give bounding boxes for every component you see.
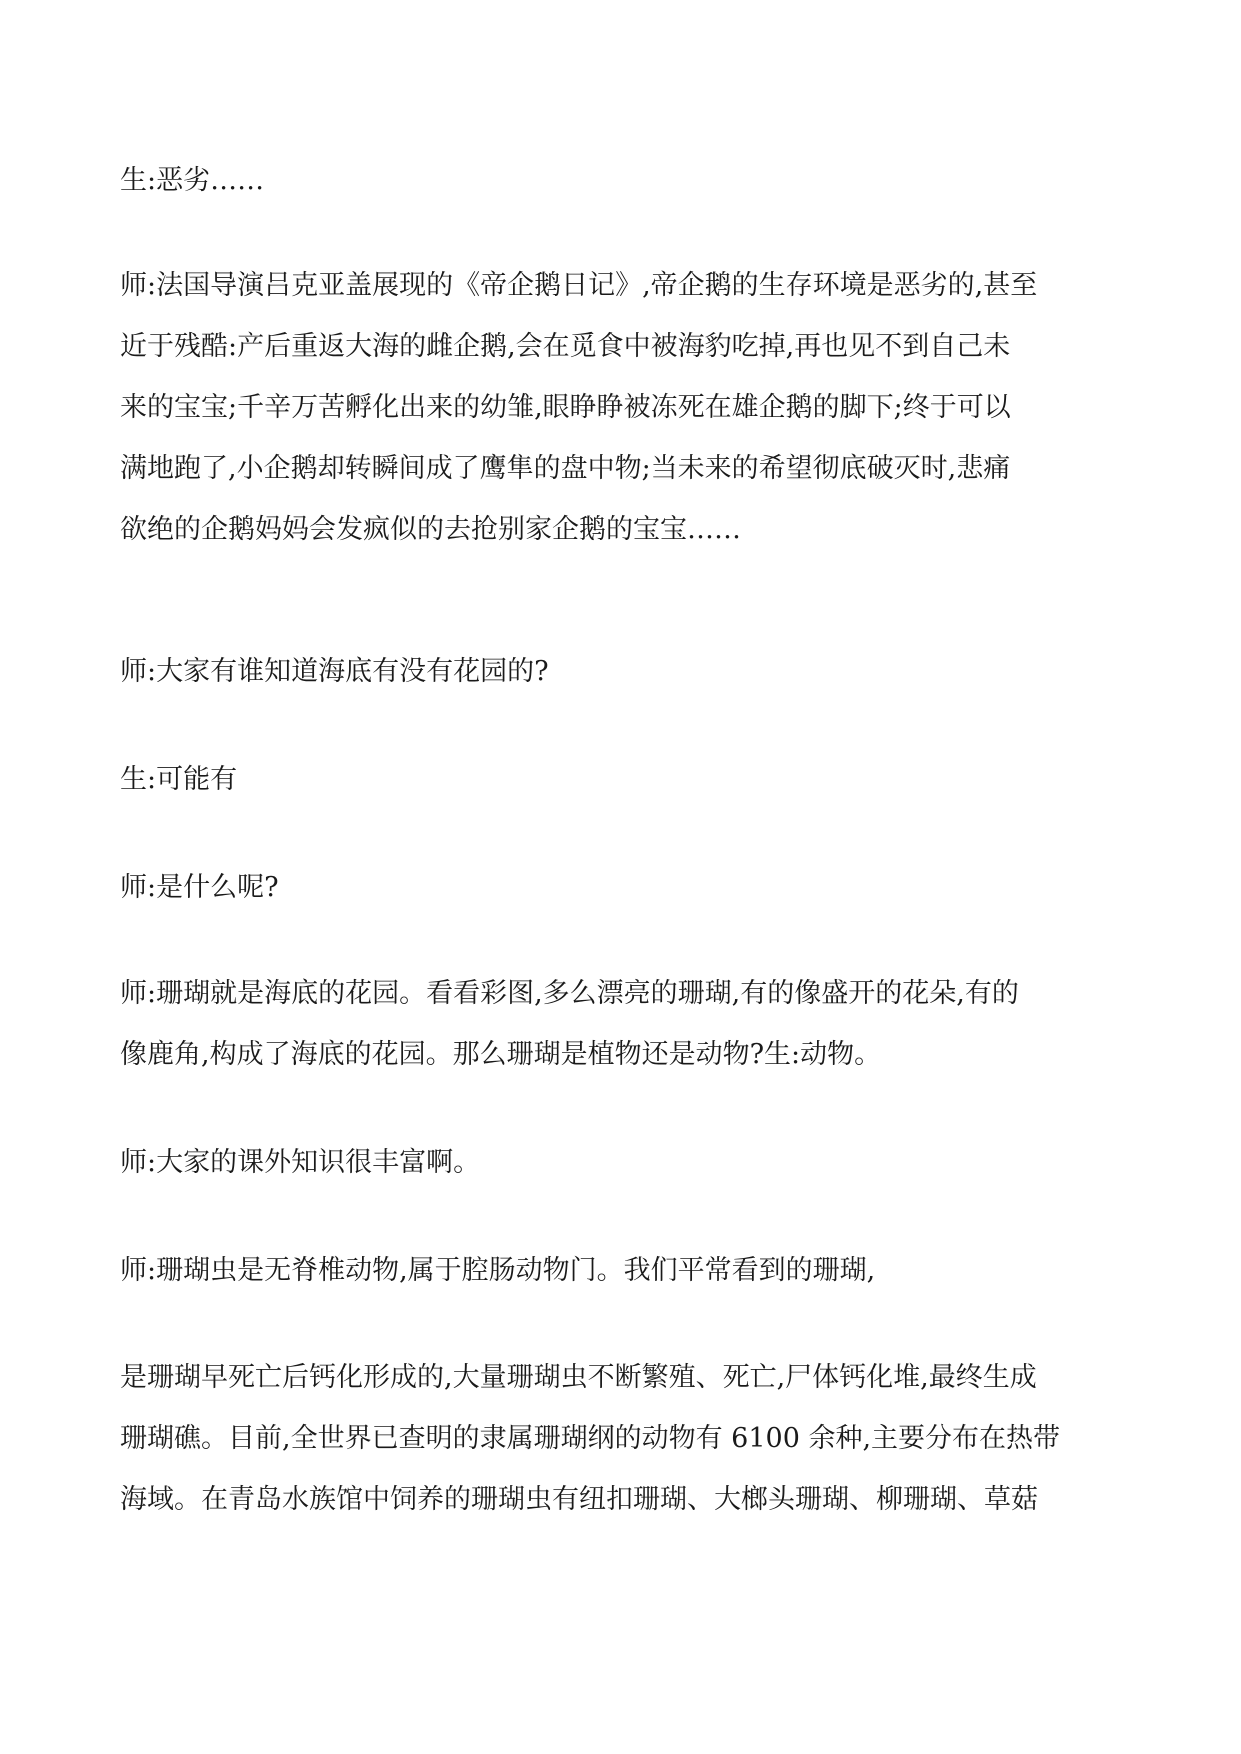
paragraph-teacher-coral-garden [120, 963, 1125, 1085]
text-line: 满地跑了,小企鹅却转瞬间成了鹰隼的盘中物;当未来的希望彻底破灭时,悲痛 [120, 453, 1011, 484]
text-line: 师:是什么呢? [120, 872, 279, 903]
text-line: 像鹿角,构成了海底的花园。那么珊瑚是植物还是动物?生:动物。 [120, 1039, 882, 1070]
paragraph-student-reply-1 [120, 150, 1125, 211]
text-line: 师:大家有谁知道海底有没有花园的? [120, 656, 549, 687]
text-line: 欲绝的企鹅妈妈会发疯似的去抢别家企鹅的宝宝…… [120, 514, 741, 545]
paragraph-student-reply-2 [120, 749, 1125, 810]
paragraph-teacher-question-what [120, 857, 1125, 918]
text-line: 来的宝宝;千辛万苦孵化出来的幼雏,眼睁睁被冻死在雄企鹅的脚下;终于可以 [120, 392, 1011, 423]
text-line: 是珊瑚早死亡后钙化形成的,大量珊瑚虫不断繁殖、死亡,尸体钙化堆,最终生成 [120, 1362, 1037, 1393]
text-line: 生:恶劣…… [120, 165, 265, 196]
paragraph-coral-formation [120, 1347, 1125, 1530]
text-line: 近于残酷:产后重返大海的雌企鹅,会在觅食中被海豹吃掉,再也见不到自己未 [120, 331, 1011, 362]
text-line: 师:珊瑚虫是无脊椎动物,属于腔肠动物门。我们平常看到的珊瑚, [120, 1255, 876, 1286]
paragraph-teacher-penguin-diary [120, 255, 1125, 560]
paragraph-teacher-praise [120, 1132, 1125, 1193]
text-line: 师:珊瑚就是海底的花园。看看彩图,多么漂亮的珊瑚,有的像盛开的花朵,有的 [120, 978, 1019, 1009]
paragraph-teacher-coral-polyp [120, 1240, 1125, 1301]
text-line: 师:法国导演吕克亚盖展现的《帝企鹅日记》,帝企鹅的生存环境是恶劣的,甚至 [120, 270, 1038, 301]
text-line: 海域。在青岛水族馆中饲养的珊瑚虫有纽扣珊瑚、大榔头珊瑚、柳珊瑚、草菇 [120, 1484, 1038, 1515]
text-line: 珊瑚礁。目前,全世界已查明的隶属珊瑚纲的动物有 6100 余种,主要分布在热带 [120, 1423, 1061, 1454]
paragraph-teacher-question-garden [120, 641, 1125, 702]
text-line: 师:大家的课外知识很丰富啊。 [120, 1147, 481, 1178]
text-line: 生:可能有 [120, 764, 238, 795]
